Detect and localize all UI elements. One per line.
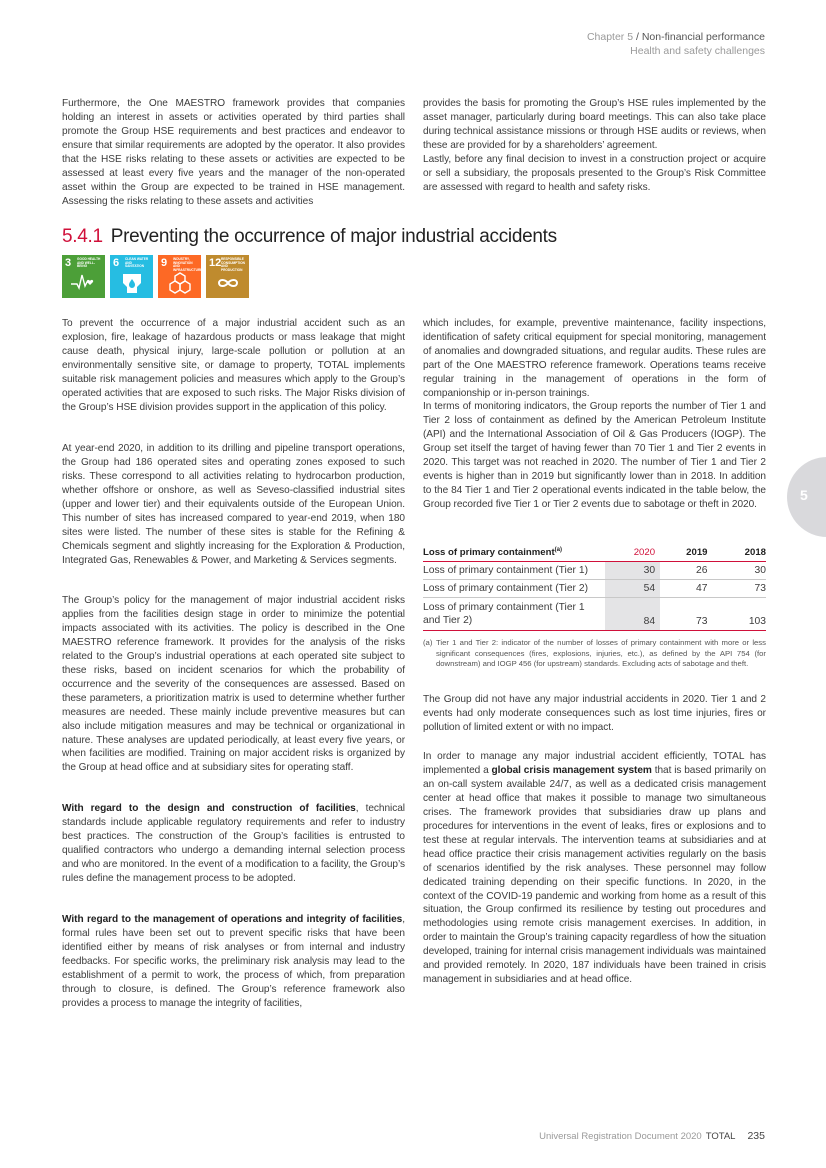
row-label: Loss of primary containment (Tier 2) [423,580,605,598]
bold-term: global crisis management system [491,764,652,776]
table-row [423,598,766,631]
left-paragraph-3 [62,594,405,775]
water-drop-icon [119,271,145,295]
header-text: Loss of primary containment [423,547,555,559]
cell-2020: 84 [605,598,660,631]
right-paragraph-1 [423,317,766,401]
cell-2018: 73 [713,580,766,598]
sdg-number: 3 [65,257,72,269]
after-table-paragraph [423,693,766,735]
sdg-number: 9 [161,257,168,269]
intro-right-paragraph [423,97,766,153]
table-row [423,580,766,598]
footnote-key: (a) [423,638,433,647]
sdg-label: GOOD HEALTH AND WELL-BEING [77,257,101,269]
infinity-icon [215,271,241,295]
footnote-marker: (a) [554,547,563,553]
paragraph: The Group’s policy for the management of major industrial accident risks applies from the facilities design stage in order to minimize the potential impacts associated with its activities. The policy is described in the One MAESTRO reference framework. It provides for the analysis of the risks related to the Group’s industrial operations at each operated site subject to these risks, based on incident scenarios for which the probability of occurrence and the severity of the consequences are assessed. Based on these parameters, a prioritization matrix is used to determine whether further measures are needed. These mainly include preventive measures but can also include mitigation measures and may be technical or organizational in nature. These analyses are updated periodically, at least every five years, or when facilities are modified. Training on major accident risks is organized by the Group at head office and at subsidiary sites for operating staff. [62,595,405,774]
header-separator: / [633,31,642,43]
sdg-number: 6 [113,257,120,269]
sdg-label: CLEAN WATER AND SANITATION [125,257,149,269]
paragraph: provides the basis for promoting the Group’s HSE rules implemented by the asset manager, particularly during board meetings. This can also take place during technical assistance missions or through HSE audits or reviews, when these are provided for by a shareholders’ agreement. [423,98,766,151]
bold-lead: With regard to the design and construction of facilities [62,803,356,814]
cell-2020: 54 [605,580,660,598]
containment-table [423,545,766,631]
running-header [587,30,765,58]
cell-2019: 26 [660,562,712,580]
paragraph: At year-end 2020, in addition to its drilling and pipeline transport operations, the Group had 186 operated sites and operating zones exposed to such risks. These correspond to all activities relating to hydrocarbon production, whether offshore or onshore, as well as Seveso-classified industrial sites (upper and lower tier) and their equivalents outside of the European Union. This number of sites has increased compared to year-end 2019, when 180 sites were listed. The number of these sites is stable for the Refining & Chemicals segment and slightly increasing for the Exploration & Production, Integrated Gas, Renewables & Power, and Marketing & Services segments. [62,443,405,566]
cell-2019: 47 [660,580,712,598]
bold-lead: With regard to the management of operations and integrity of facilities [62,914,403,925]
table-footnote [423,638,766,670]
brand-name: TOTAL [705,1131,736,1142]
sdg-3-badge [62,255,105,298]
section-label: Non-financial performance [641,31,765,43]
left-paragraph-2 [62,442,405,568]
operations-paragraph [62,913,405,1011]
document-title: Universal Registration Document 2020 [539,1131,702,1142]
table-row [423,562,766,580]
paragraph-text: , technical standards include applicable regulatory requirements and refer to industry best practices. The construction of the Group’s facilities is entrusted to qualified contractors who undergo a demanding internal selection process and who are monitored. In the event of a modification to a facility, the Group’s rules define the management process to be adopted. [62,803,405,884]
sdg-number: 12 [209,257,222,269]
subsection-label: Health and safety challenges [630,45,765,57]
column-header-2019: 2019 [660,545,712,562]
sdg-label: RESPONSIBLE CONSUMPTION AND PRODUCTION [221,257,245,272]
chapter-tab[interactable] [787,457,826,537]
page-number: 235 [747,1130,765,1142]
cell-2019: 73 [660,598,712,631]
footnote-text: Tier 1 and Tier 2: indicator of the number of losses of primary containment with more or less significant consequences (fires, explosions, injuries, etc.), as defined by the API 754 (for downstream) and IOGP 456 (for upstream) standards. Excluding acts of sabotage and theft. [436,638,766,669]
chapter-tab-number: 5 [800,487,808,503]
intro-left-paragraph [62,97,405,209]
crisis-paragraph [423,750,766,987]
cubes-icon [167,271,193,295]
table-header-row [423,545,766,562]
paragraph: which includes, for example, preventive maintenance, facility inspections, identification of safety critical equipment for special monitoring, management of anomalies and downgraded situations, and regular audits. These rules are part of the One MAESTRO reference framework. Operations teams receive regular training in the management of operations in the form of companionship or in-person trainings. [423,318,766,399]
chapter-label: Chapter 5 [586,31,634,43]
right-paragraph-2 [423,400,766,512]
left-paragraph-1 [62,317,405,415]
intro-right-paragraph-2 [423,153,766,195]
column-header-2020: 2020 [605,545,660,562]
column-header-2018: 2018 [713,545,766,562]
paragraph: To prevent the occurrence of a major industrial accident such as an explosion, fire, leakage of hazardous products or mass leakage that might cause death, physical injury, large-scale pollution or pollution at an environmentally sensitive site, or damage to property, TOTAL implements suitable risk management policies and measures which apply to the Group’s operated activities that are exposed to such risks. The Major Risks division of the Group’s HSE division provides support in the application of this policy. [62,318,405,413]
paragraph-text: In order to manage any major industrial accident efficiently, TOTAL has implemented a [423,751,766,776]
heartbeat-icon [71,271,97,293]
sdg-9-badge [158,255,201,298]
design-paragraph [62,802,405,886]
section-heading [62,226,557,248]
section-title: Preventing the occurrence of major industrial accidents [110,226,557,247]
paragraph: The Group did not have any major industrial accidents in 2020. Tier 1 and 2 events had only moderate consequences such as lost time injuries, fires or pollution of limited extent or with no impact. [423,694,766,733]
cell-2020: 30 [605,562,660,580]
page-footer [539,1130,765,1142]
paragraph: Furthermore, the One MAESTRO framework provides that companies holding an interest in assets or activities operated by third parties shall promote the Group HSE requirements and best practices and endeavor to ensure that similar requirements are adopted by the operator. It also provides that the HSE risks relating to these assets or activities are expected to be assessed at least every five years and the manager of the non-operated asset within the Group are expected to be trained in HSE management. Assessing the risks relating to these assets and activities [62,98,405,207]
row-label: Loss of primary containment (Tier 1) [423,562,605,580]
paragraph: In terms of monitoring indicators, the Group reports the number of Tier 1 and Tier 2 loss of containment as defined by the American Petroleum Institute (API) and the International Association of Oil & Gas Producers (IOGP). The Group set itself the target of having fewer than 70 Tier 1 and Tier 2 events in 2020. This target was not reached in 2020. The number of Tier 1 and Tier 2 events is higher than in 2019 but significantly lower than in 2018. In addition to the 84 Tier 1 and Tier 2 operational events indicated in the table below, the Group recorded five Tier 1 or Tier 2 events due to sabotage or theft in 2020. [423,401,766,510]
paragraph-text: , formal rules have been set out to prevent specific risks that have been identified either by means of risk analyses or from internal and industry feedbacks. For specific works, the preliminary risk analysis may lead to the establishment of a permit to work, the process of which, from preparation through to closure, is defined. The Group’s reference framework also provides a process to manage the integrity of facilities, [62,914,405,1009]
cell-2018: 103 [713,598,766,631]
column-header-label [423,545,605,562]
paragraph-text: that is based primarily on an on-call system available 24/7, as well as a dedicated crisis management center at head office that makes it possible to manage two simultaneous crises. The framework provides that subsidiaries draw up plans and procedures for interventions in the event of leaks, fires or explosions and to test these at regular intervals. The intervention teams at subsidiaries and at head office practice their crisis management activities regularly on the basis of scenarios identified by the risk analyses. These personnel may follow dedicated training depending on their specific functions. In 2020, in the context of the COVID-19 pandemic and working from home as a result of this situation, the Group confirmed its resilience by testing out procedures and methodologies using remote crisis management exercises. In addition, in order to maintain the Group’s training capacity regardless of how the situation developed, training for internal crisis management individuals was maintained and provided remotely. In 2020, 187 individuals have been trained in crisis management in subsidiaries and at head office. [423,764,767,986]
sdg-label: INDUSTRY, INNOVATION AND INFRASTRUCTURE [173,257,203,272]
paragraph: Lastly, before any final decision to invest in a construction project or acquire or sell a subsidiary, the proposals presented to the Group’s Risk Committee are assessed with regard to health and safety risks. [423,154,766,193]
sdg-12-badge [206,255,249,298]
row-label: Loss of primary containment (Tier 1 and Tier 2) [423,598,605,631]
section-number: 5.4.1 [62,226,103,247]
sdg-6-badge [110,255,153,298]
cell-2018: 30 [713,562,766,580]
